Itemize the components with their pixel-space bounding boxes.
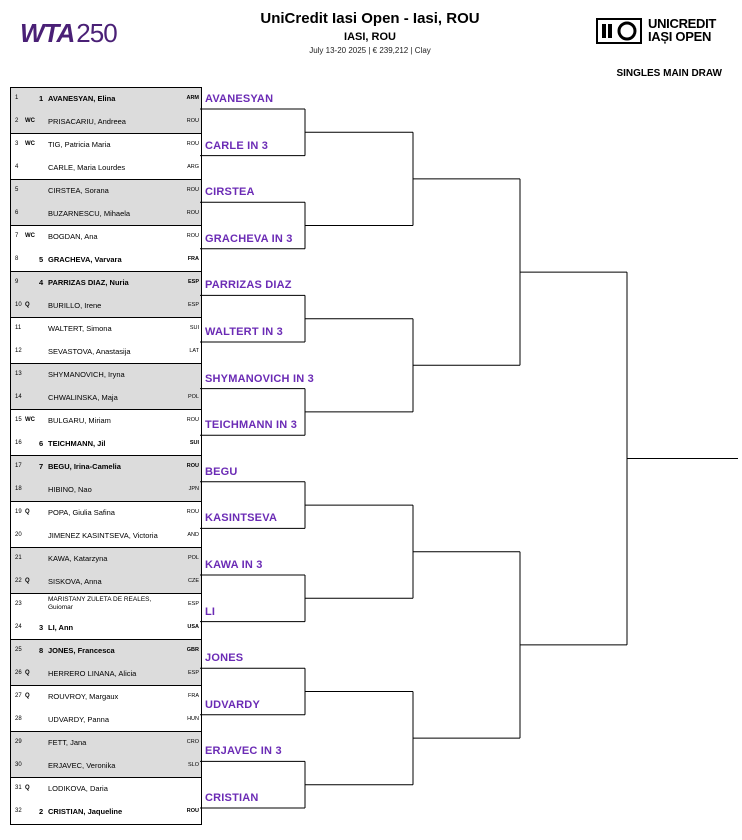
player-number: 26 [15,670,22,676]
player-name: FETT, Jana [48,738,87,747]
player-name: CARLE, Maria Lourdes [48,163,126,172]
player-name: HIBINO, Nao [48,485,92,494]
player-name: SHYMANOVICH, Iryna [48,370,125,379]
entry-tag: Q [25,670,30,676]
player-nation: ROU [186,141,199,147]
entry-tag: WC [25,233,35,239]
round1-winner: KASINTSEVA [205,512,278,525]
seed-number: 4 [39,278,44,287]
player-name: CRISTIAN, Jaqueline [48,807,123,816]
player-number: 28 [15,716,22,722]
player-number: 19 [15,509,22,515]
player-number: 29 [15,739,22,745]
player-number: 32 [15,808,22,814]
player-nation: ROU [186,187,199,193]
player-nation: SLO [187,762,199,768]
player-number: 18 [15,486,22,492]
player-nation: JPN [188,486,199,492]
round1-winner: UDVARDY [205,698,260,711]
entry-tag: Q [25,693,30,699]
round1-winner: CIRSTEA [205,186,255,199]
tournament-meta: July 13-20 2025 | € 239,212 | Clay [309,46,431,55]
player-nation: HUN [187,716,199,722]
round1-winner: KAWA IN 3 [205,559,263,571]
player-number: 12 [15,348,22,354]
player-name: LODIKOVA, Daria [48,784,108,793]
sponsor-name: UNICREDIT IAȘI OPEN [648,16,717,44]
player-name: POPA, Giulia Safina [48,508,115,517]
player-number: 27 [15,693,22,699]
draw-label: SINGLES MAIN DRAW [616,68,722,79]
player-name: HERRERO LINANA, Alicia [48,669,137,678]
player-number: 17 [15,463,22,469]
player-number: 21 [15,555,22,561]
player-nation: GBR [186,647,199,653]
player-nation: FRA [187,256,199,262]
player-number: 4 [15,164,19,170]
player-nation: POL [187,394,199,400]
seed-number: 3 [39,623,44,632]
player-name: WALTERT, Simona [48,324,112,333]
player-nation: ROU [186,118,199,124]
player-number: 3 [15,141,19,147]
player-number: 1 [15,95,19,101]
player-nation: ROU [186,417,199,423]
seed-number: 8 [39,646,44,655]
entry-tag: WC [25,118,35,124]
entry-tag: Q [25,302,30,308]
player-nation: ROU [186,808,199,814]
entry-tag: Q [25,509,30,515]
player-name: MARISTANY ZULETA DE REALES, Guiomar [48,596,152,611]
player-nation: ROU [186,509,199,515]
player-name: BUZARNESCU, Mihaela [48,209,131,218]
entry-tag: WC [25,141,35,147]
seed-number: 2 [39,807,44,816]
player-name: BURILLO, Irene [48,301,102,310]
player-nation: CRO [186,739,199,745]
round1-winner: WALTERT IN 3 [205,326,283,338]
player-nation: AND [187,532,199,538]
player-nation: CZE [188,578,199,584]
player-number: 16 [15,440,22,446]
player-name: GRACHEVA, Varvara [48,255,122,264]
player-nation: ARG [187,164,199,170]
round1-winner: LI [205,605,216,618]
entry-tag: Q [25,785,30,791]
seed-number: 1 [39,94,44,103]
player-nation: ESP [187,279,199,285]
player-nation: SUI [189,440,199,446]
player-number: 20 [15,532,22,538]
round1-winner: CRISTIAN [205,792,259,804]
player-name: TIG, Patricia Maria [48,140,111,149]
player-nation: POL [187,555,199,561]
round1-winner: TEICHMANN IN 3 [205,419,298,432]
tournament-location: IASI, ROU [344,31,396,43]
player-name: SEVASTOVA, Anastasija [48,347,131,356]
round1-winner: JONES [205,652,244,665]
player-name: BULGARU, Miriam [48,416,111,425]
player-name: SISKOVA, Anna [48,577,102,586]
player-name: BEGU, Irina-Camelia [48,462,121,471]
player-number: 31 [15,785,22,791]
player-number: 2 [15,118,19,124]
player-number: 11 [15,325,22,331]
player-nation: SUI [189,325,199,331]
player-number: 24 [15,624,22,630]
player-name: CIRSTEA, Sorana [48,186,109,195]
player-name: JIMENEZ KASINTSEVA, Victoria [48,531,158,540]
round1-winner: GRACHEVA IN 3 [205,232,293,245]
seed-number: 7 [39,462,44,471]
player-name: AVANESYAN, Elina [48,94,116,103]
player-number: 6 [15,210,19,216]
player-nation: USA [187,624,199,630]
player-nation: ROU [186,463,199,469]
player-nation: ESP [187,302,199,308]
player-number: 25 [15,647,22,653]
player-nation: ESP [187,670,199,676]
player-number: 8 [15,256,19,262]
player-number: 14 [15,394,22,400]
player-number: 7 [15,233,19,239]
round1-winner: ERJAVEC IN 3 [205,745,282,758]
player-nation: ROU [186,210,199,216]
round1-winner: CARLE IN 3 [205,139,269,152]
player-name: LI, Ann [48,623,74,632]
player-name: PRISACARIU, Andreea [48,117,126,126]
player-name: TEICHMANN, Jil [48,439,106,448]
player-nation: ESP [187,601,199,607]
player-number: 9 [15,279,19,285]
player-number: 15 [15,417,22,423]
player-nation: LAT [189,348,199,354]
round1-winner: SHYMANOVICH IN 3 [205,372,314,385]
player-name: JONES, Francesca [48,646,115,655]
round1-winner: PARRIZAS DIAZ [205,279,292,292]
entry-tag: Q [25,578,30,584]
player-number: 23 [15,601,22,607]
player-name: UDVARDY, Panna [48,715,110,724]
player-name: KAWA, Katarzyna [48,554,108,563]
player-number: 10 [15,302,22,308]
player-name: CHWALINSKA, Maja [48,393,118,402]
wta-logo: WTA250 [20,18,117,48]
seed-number: 5 [39,255,44,264]
entry-tag: WC [25,417,35,423]
round1-winner: AVANESYAN [205,93,274,105]
player-name: ROUVROY, Margaux [48,692,119,701]
player-name: PARRIZAS DIAZ, Nuria [48,278,129,287]
seed-number: 6 [39,439,44,448]
player-nation: ROU [186,233,199,239]
player-nation: ARM [186,95,199,101]
player-number: 5 [15,187,19,193]
player-number: 22 [15,578,22,584]
player-number: 13 [15,371,22,377]
player-name: BOGDAN, Ana [48,232,98,241]
round1-winner: BEGU [205,465,238,478]
player-number: 30 [15,762,22,768]
player-nation: FRA [188,693,199,699]
player-name: ERJAVEC, Veronika [48,761,116,770]
tournament-title: UniCredit Iasi Open - Iasi, ROU [260,10,480,27]
